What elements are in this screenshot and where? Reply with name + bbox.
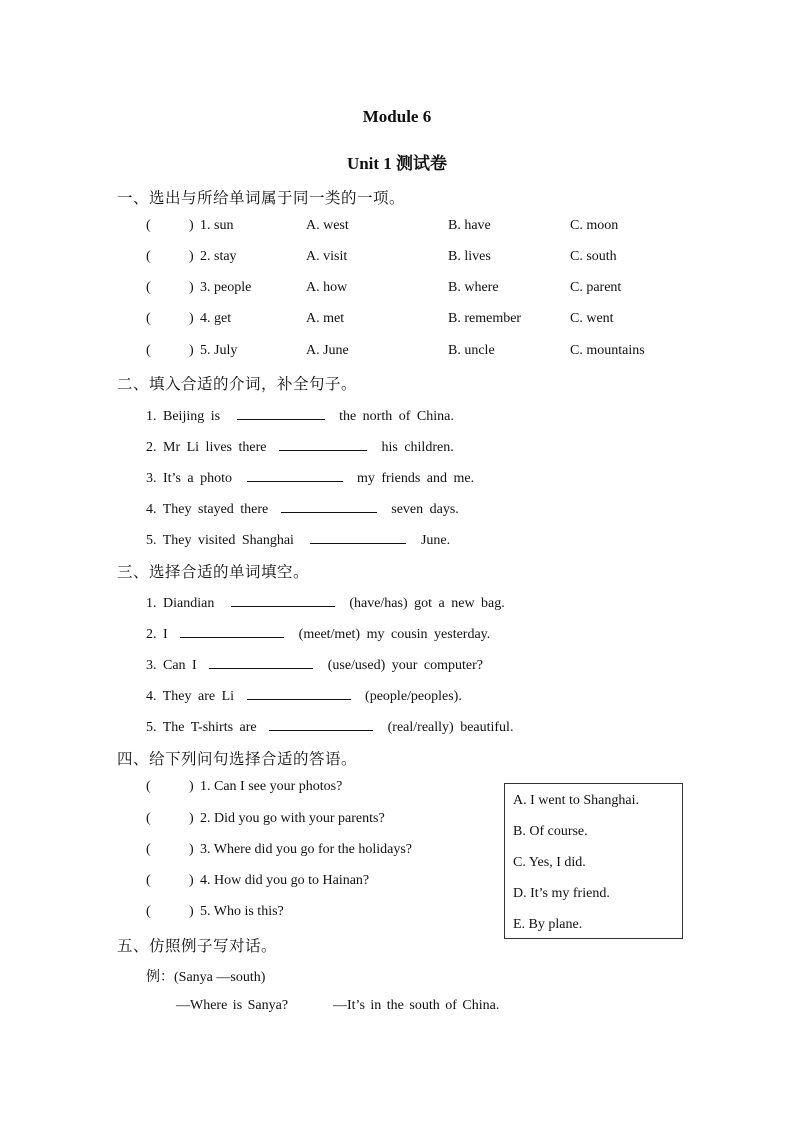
page-title: Module 6 (362, 107, 432, 126)
s1-row (0, 249, 794, 269)
fill-blank[interactable] (279, 436, 367, 451)
s4-question: 2. Did you go with your parents? (200, 811, 385, 826)
answer-blank[interactable]: ) (189, 842, 194, 857)
s1-option-a: A. west (306, 218, 349, 233)
answer-option: C. Yes, I did. (513, 855, 586, 870)
s1-question: 1. sun (200, 218, 234, 233)
s1-option-a: A. met (306, 311, 345, 326)
section-1-heading: 一、选出与所给单词属于同一类的一项。 (117, 189, 406, 207)
fill-blank[interactable] (180, 623, 284, 638)
answer-blank[interactable]: ) (189, 311, 194, 326)
answer-option: A. I went to Shanghai. (513, 793, 639, 808)
s2-before: 2. Mr Li lives there (146, 440, 267, 455)
fill-blank[interactable] (247, 467, 343, 482)
s1-option-c: C. went (570, 311, 614, 326)
s1-question: 3. people (200, 280, 252, 295)
s3-sentence (146, 623, 490, 643)
s1-row (0, 311, 794, 331)
answer-options-box (504, 783, 683, 939)
answer-blank[interactable]: ) (189, 779, 194, 794)
s1-option-a: A. June (306, 343, 349, 358)
paren-open: ( (146, 218, 151, 233)
s3-before: 1. Diandian (146, 596, 215, 611)
s4-question: 1. Can I see your photos? (200, 779, 343, 794)
s3-after: (meet/met) my cousin yesterday. (298, 627, 491, 642)
s4-question: 5. Who is this? (200, 904, 284, 919)
s3-after: (use/used) your computer? (327, 658, 484, 673)
s1-option-b: B. lives (448, 249, 491, 264)
answer-option: E. By plane. (513, 917, 583, 932)
fill-blank[interactable] (310, 529, 406, 544)
s2-before: 1. Beijing is (146, 409, 221, 424)
s1-row (0, 343, 794, 363)
s2-sentence (146, 436, 454, 456)
s3-before: 5. The T-shirts are (146, 720, 257, 735)
paren-open: ( (146, 249, 151, 264)
paren-open: ( (146, 904, 151, 919)
s1-option-b: B. have (448, 218, 491, 233)
fill-blank[interactable] (269, 716, 373, 731)
s1-question: 4. get (200, 311, 232, 326)
s3-after: (have/has) got a new bag. (349, 596, 505, 611)
s1-row (0, 218, 794, 238)
s1-option-a: A. how (306, 280, 348, 295)
s2-after: my friends and me. (357, 471, 475, 486)
s1-row (0, 280, 794, 300)
answer-blank[interactable]: ) (189, 811, 194, 826)
example-question: —Where is Sanya? (176, 998, 289, 1013)
fill-blank[interactable] (209, 654, 313, 669)
page-subtitle: Unit 1 测试卷 (346, 154, 448, 173)
paren-open: ( (146, 779, 151, 794)
section-3-heading: 三、选择合适的单词填空。 (117, 563, 310, 581)
answer-blank[interactable]: ) (189, 343, 194, 358)
s2-after: his children. (381, 440, 454, 455)
s2-after: June. (420, 533, 451, 548)
section-2-heading: 二、填入合适的介词，补全句子。 (117, 375, 358, 393)
fill-blank[interactable] (231, 592, 335, 607)
s3-before: 4. They are Li (146, 689, 235, 704)
s3-after: (real/really) beautiful. (387, 720, 514, 735)
answer-option: B. Of course. (513, 824, 588, 839)
answer-blank[interactable]: ) (189, 280, 194, 295)
s2-sentence (146, 529, 450, 549)
s1-option-b: B. remember (448, 311, 522, 326)
section-5-heading: 五、仿照例子写对话。 (117, 937, 278, 955)
paren-open: ( (146, 842, 151, 857)
s4-question: 4. How did you go to Hainan? (200, 873, 370, 888)
fill-blank[interactable] (281, 498, 377, 513)
s4-question: 3. Where did you go for the holidays? (200, 842, 413, 857)
s1-option-c: C. moon (570, 218, 619, 233)
s1-option-b: B. uncle (448, 343, 495, 358)
s2-before: 3. It’s a photo (146, 471, 232, 486)
answer-blank[interactable]: ) (189, 873, 194, 888)
s2-sentence (146, 467, 474, 487)
s1-question: 2. stay (200, 249, 237, 264)
example-label: 例：(Sanya —south) (146, 970, 266, 985)
s1-option-c: C. parent (570, 280, 622, 295)
section-4-heading: 四、给下列问句选择合适的答语。 (117, 750, 358, 768)
s2-before: 4. They stayed there (146, 502, 269, 517)
s3-sentence (146, 685, 462, 705)
example-answer: —It’s in the south of China. (333, 998, 500, 1013)
s3-after: (people/peoples). (365, 689, 462, 704)
answer-blank[interactable]: ) (189, 218, 194, 233)
s1-option-b: B. where (448, 280, 499, 295)
s2-after: the north of China. (339, 409, 454, 424)
s1-option-c: C. south (570, 249, 617, 264)
fill-blank[interactable] (247, 685, 351, 700)
fill-blank[interactable] (237, 405, 325, 420)
s1-option-a: A. visit (306, 249, 348, 264)
s3-sentence (146, 716, 513, 736)
s3-before: 2. I (146, 627, 168, 642)
s2-after: seven days. (391, 502, 459, 517)
paren-open: ( (146, 280, 151, 295)
answer-blank[interactable]: ) (189, 249, 194, 264)
s2-before: 5. They visited Shanghai (146, 533, 294, 548)
s1-question: 5. July (200, 343, 238, 358)
paren-open: ( (146, 811, 151, 826)
answer-option: D. It’s my friend. (513, 886, 610, 901)
answer-blank[interactable]: ) (189, 904, 194, 919)
paren-open: ( (146, 311, 151, 326)
s3-before: 3. Can I (146, 658, 197, 673)
paren-open: ( (146, 343, 151, 358)
s2-sentence (146, 405, 454, 425)
s2-sentence (146, 498, 459, 518)
s3-sentence (146, 654, 483, 674)
s1-option-c: C. mountains (570, 343, 645, 358)
s3-sentence (146, 592, 505, 612)
paren-open: ( (146, 873, 151, 888)
